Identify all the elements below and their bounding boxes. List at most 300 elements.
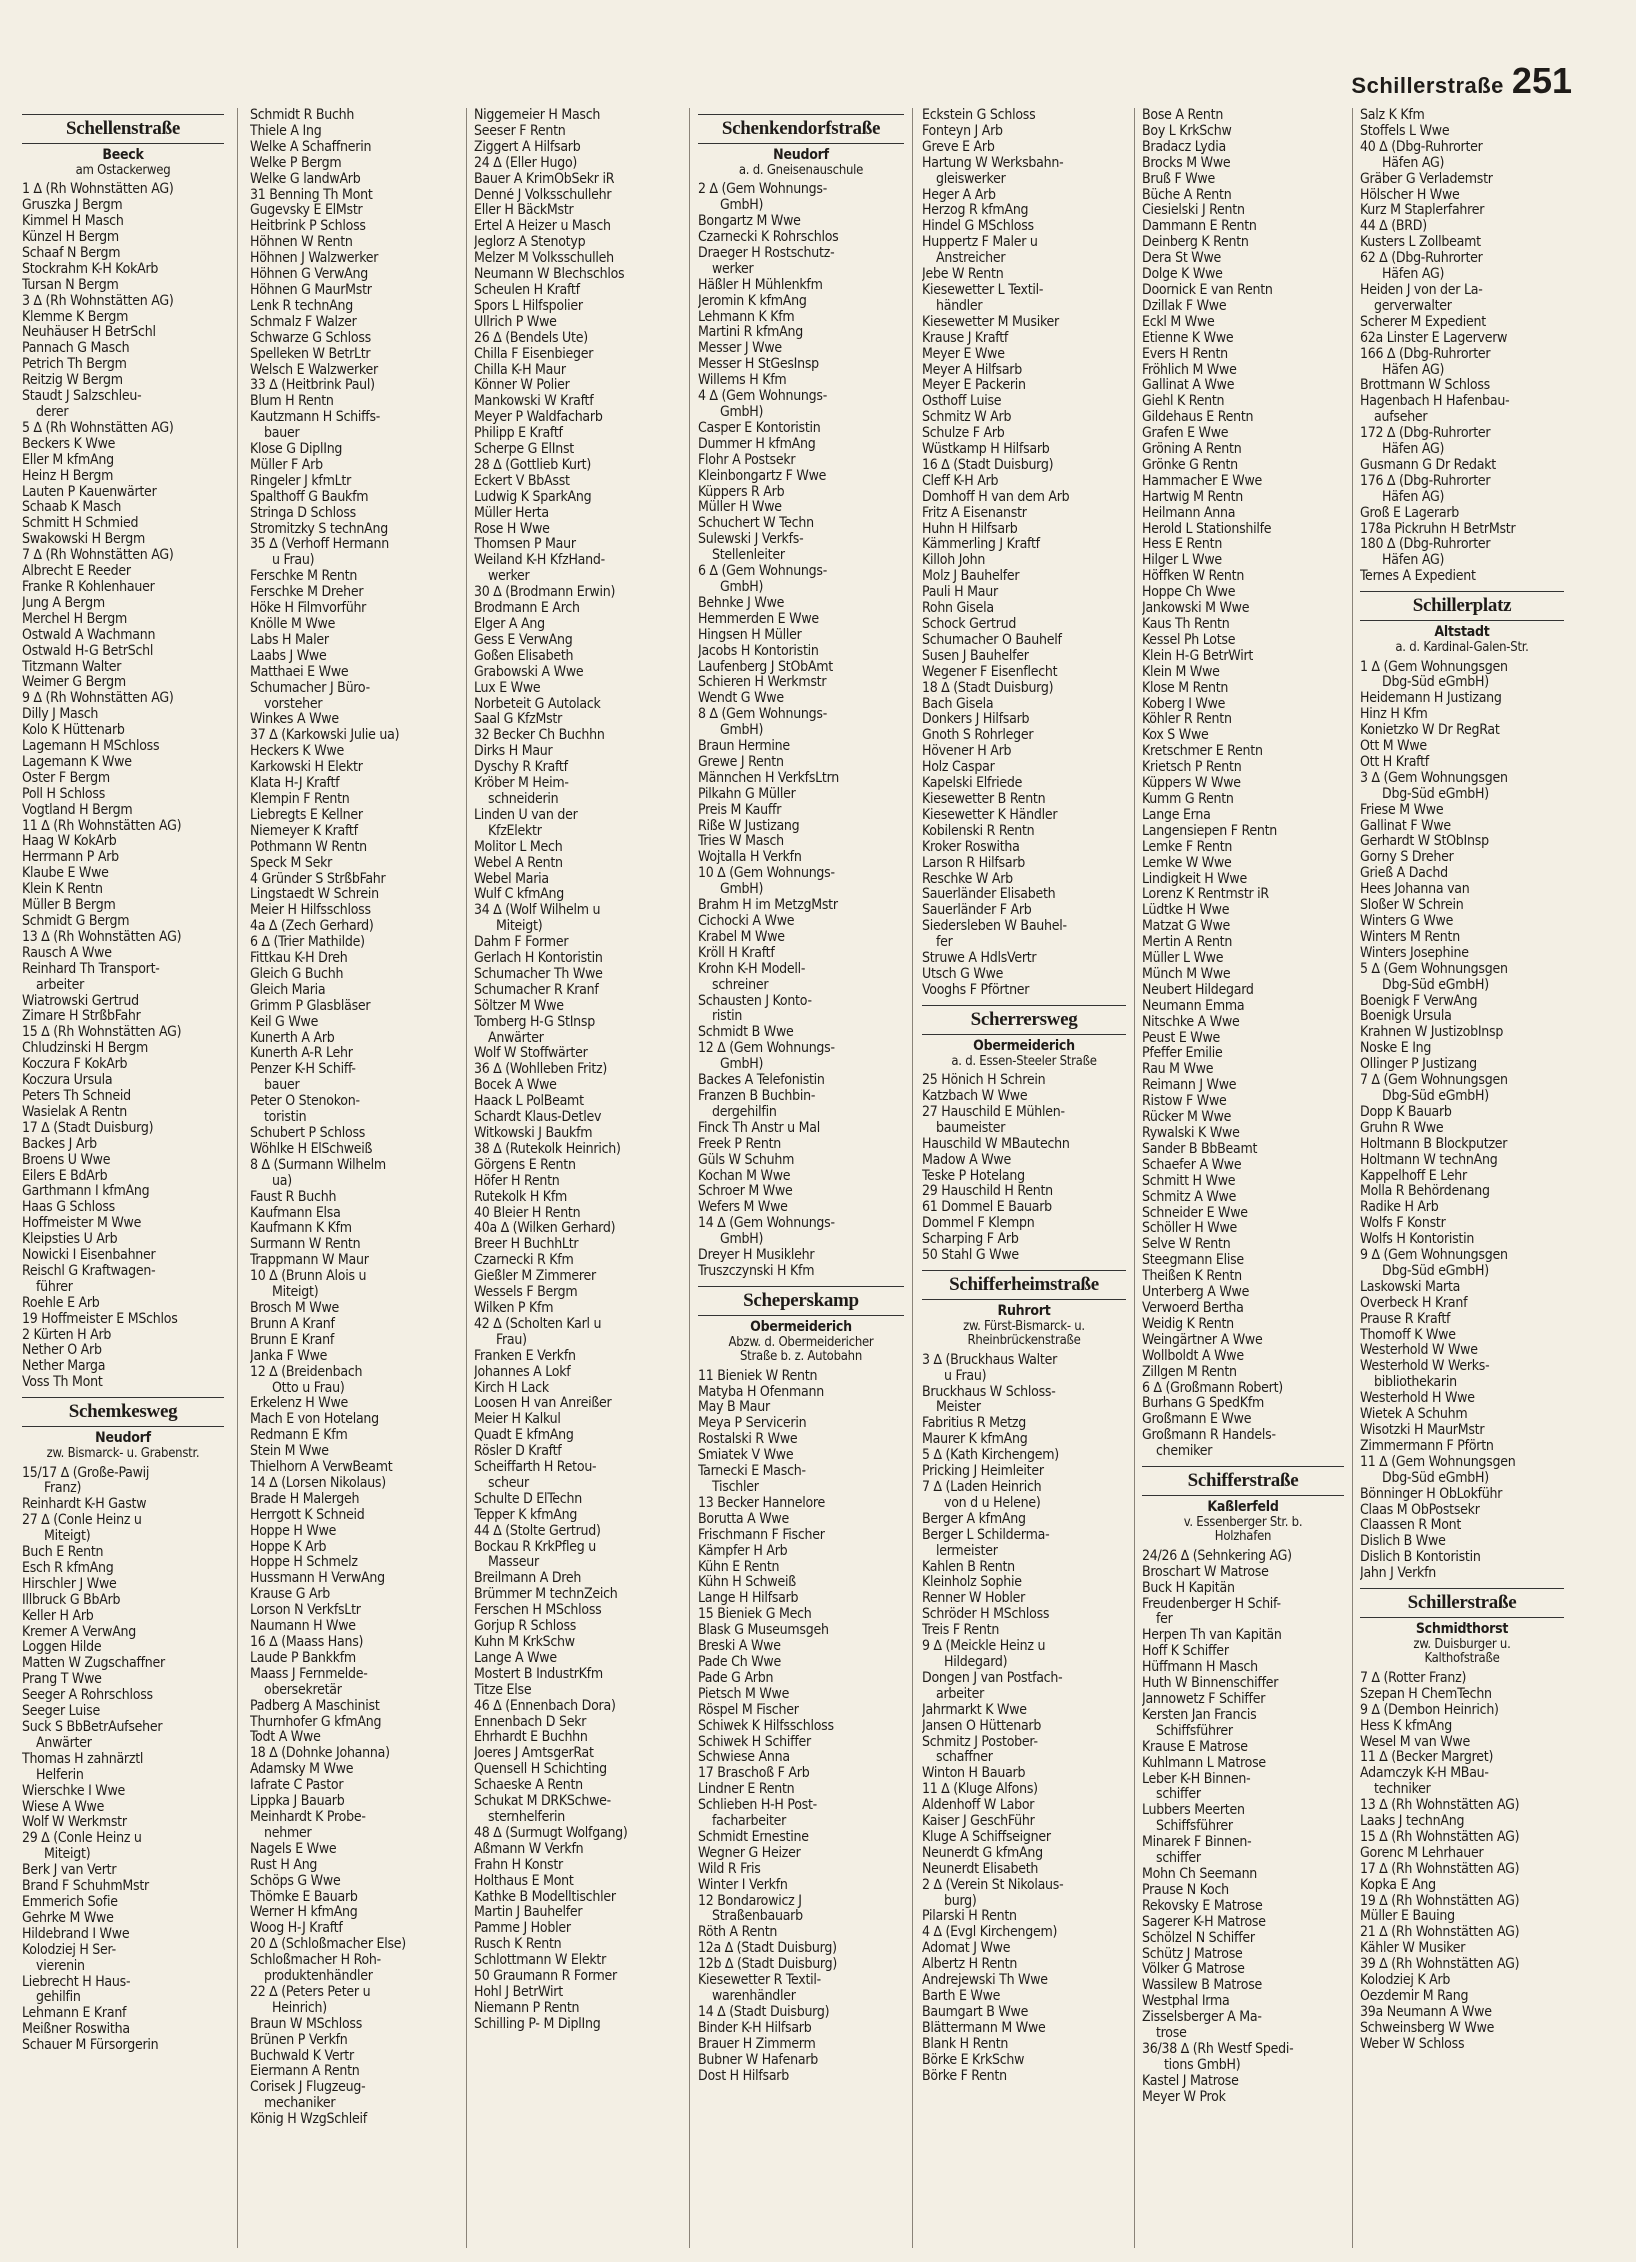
directory-entry: Tries W Masch [698,834,784,850]
directory-entry: 14 ∆ (Stadt Duisburg) [698,2004,830,2020]
directory-entry: Schardt Klaus-Detlev [474,1110,602,1126]
directory-entry: Pade Ch Wwe [698,1654,781,1670]
directory-entry: Schöller H Wwe [1142,1221,1238,1237]
directory-entry: Friese M Wwe [1360,802,1444,818]
street-location-note: Abzw. d. Obermeidericher [728,1334,874,1350]
directory-entry: Pade G Arbn [698,1670,774,1686]
directory-entry: Broschart W Matrose [1142,1564,1269,1580]
directory-entry: Niemeyer K Kraftf [250,823,358,839]
directory-entry-continuation: arbeiter [36,977,85,993]
directory-entry: Werner H kfmAng [250,1905,358,1921]
directory-entry: Meyer W Prok [1142,2089,1226,2105]
directory-entry: Willems H Kfm [698,373,787,389]
directory-entry: May B Maur [698,1400,770,1416]
directory-entry: Kaiser J GeschFühr [922,1814,1035,1830]
directory-entry: 17 ∆ (Rh Wohnstätten AG) [1360,1861,1520,1877]
directory-entry-continuation: toristin [264,1110,307,1126]
directory-entry: Osthoff Luise [922,394,1002,410]
directory-entry: Bubner W Hafenarb [698,2052,818,2068]
directory-entry: Schmidt R Buchh [250,108,355,123]
directory-entry: Schmitz A Wwe [1142,1189,1237,1205]
directory-entry: Hoffmeister M Wwe [22,1216,142,1232]
street-location-note: a. d. Essen-Steeler Straße [951,1053,1097,1069]
column-divider [466,108,467,2248]
directory-entry: Neubert Hildegard [1142,982,1254,998]
directory-entry-continuation: GmbH) [720,198,764,214]
directory-entry: 5 ∆ (Rh Wohnstätten AG) [22,420,174,436]
directory-entry: Hees Johanna van [1360,882,1470,898]
directory-entry-continuation: u Frau) [272,553,315,569]
directory-entry: Krahnen W JustizobInsp [1360,1025,1504,1041]
directory-entry: 27 Hauschild E Mühlen- [922,1104,1065,1120]
directory-entry: Haas G Schloss [22,1200,115,1216]
directory-entry-continuation: bauer [264,426,300,442]
directory-entry-continuation: händler [936,298,983,314]
street-section-heading [22,114,224,178]
directory-entry: Sauerländer F Arb [922,903,1032,919]
directory-entry: Scherpe G ElInst [474,442,574,458]
directory-entry: 14 ∆ (Lorsen Nikolaus) [250,1475,386,1491]
directory-entry: Holthaus E Mont [474,1873,574,1889]
directory-entry: Szepan H ChemTechn [1360,1686,1492,1702]
directory-entry: Bose A Rentn [1142,108,1224,123]
directory-entry: Reitzig W Bergm [22,373,123,389]
directory-entry: Brottmann W Schloss [1360,378,1490,394]
directory-entry: Kolo K Hüttenarb [22,723,125,739]
directory-entry: Reschke W Arb [922,871,1013,887]
directory-entry: Wild R Fris [698,1861,761,1877]
directory-entry: Knölle M Wwe [250,617,336,632]
directory-entry: Niemann P Rentn [474,2000,580,2016]
directory-entry-continuation: Heinrich) [272,2000,327,2016]
directory-entry: Struwe A HdlsVertr [922,951,1037,967]
directory-entry: Hirschler J Wwe [22,1576,117,1592]
directory-entry: Dahm F Former [474,935,569,951]
directory-entry: Eller H BäckMstr [474,203,574,219]
directory-entry: Heger A Arb [922,187,996,203]
directory-entry: Hilger L Wwe [1142,553,1222,569]
directory-column [698,108,904,2248]
directory-entry: Laufenberg J StObAmt [698,659,833,675]
directory-entry: Beckers K Wwe [22,436,116,452]
directory-entry: Domhoff H van dem Arb [922,489,1070,505]
directory-entry: 44 ∆ (Stolte Gertrud) [474,1523,601,1539]
directory-entry: Börke F Rentn [922,2068,1007,2084]
directory-entry: Aßmann W Verkfn [474,1841,584,1857]
directory-entry-continuation: Miteigt) [44,1847,91,1863]
directory-entry: Krause G Arb [250,1587,330,1603]
directory-entry-continuation: Schiffsführer [1156,1723,1233,1739]
directory-entry: Renner W Hobler [922,1591,1026,1607]
street-section-heading [1360,591,1564,655]
directory-entry: Lux E Wwe [474,680,541,696]
directory-entry: Wendt G Wwe [698,691,784,707]
directory-entry: Zisselsberger A Ma- [1142,2010,1262,2026]
directory-entry: Kolodziej K Arb [1360,1973,1451,1989]
directory-entry: Sander B BbBeamt [1142,1141,1258,1157]
directory-entry-continuation: Häfen AG) [1382,362,1445,378]
directory-entry: Franzen B Buchbin- [698,1088,816,1104]
directory-entry-continuation: Dbg-Süd eGmbH) [1382,1088,1489,1104]
directory-entry: Müller Herta [474,505,549,521]
directory-entry-continuation: Anwärter [36,1735,92,1751]
directory-entry: Röth A Rentn [698,1925,778,1941]
directory-entry: Braun W MSchloss [250,2016,363,2032]
directory-entry: Grönke G Rentn [1142,457,1238,473]
directory-entry: Heidemann H Justizang [1360,691,1502,707]
directory-entry: Rausch A Wwe [22,945,112,961]
street-name: Schemkesweg [22,1397,224,1427]
directory-entry: Schuchert W Techn [698,516,814,532]
directory-entry: Winter I Verkfn [698,1877,788,1893]
directory-entry: Hoff K Schiffer [1142,1644,1229,1660]
directory-entry: Seeger A Rohrschloss [22,1688,153,1704]
directory-entry-continuation: Dbg-Süd eGmbH) [1382,1263,1489,1279]
directory-entry: Giehl K Rentn [1142,394,1225,410]
directory-entry: Müller F Arb [250,457,323,473]
directory-entry: Ott H Kraftf [1360,754,1429,770]
directory-entry: Lagemann K Wwe [22,754,132,770]
directory-entry: Hinz H Kfm [1360,707,1428,723]
directory-entry: Gehrke M Wwe [22,1910,114,1926]
directory-entry: Lorenz K Rentmstr iR [1142,887,1269,903]
directory-entry: Konietzko W Dr RegRat [1360,723,1500,739]
directory-entry: Westerhold H Wwe [1360,1391,1475,1407]
directory-entry: Krause E Matrose [1142,1739,1248,1755]
directory-entry: 26 ∆ (Bendels Ute) [474,330,588,346]
directory-entry: Quadt E kfmAng [474,1428,574,1444]
directory-entry: 18 ∆ (Dohnke Johanna) [250,1746,390,1762]
directory-entry: Dera St Wwe [1142,251,1222,267]
directory-entry: Reinhard Th Transport- [22,961,160,977]
directory-entry: Herold L Stationshilfe [1142,521,1272,537]
district-name: Beeck [102,146,144,163]
directory-entry: Jahn J Verkfn [1360,1566,1437,1582]
directory-entry: Brümmer M technZeich [474,1587,618,1603]
directory-entry: Bruß F Wwe [1142,171,1215,187]
directory-entry: Peters Th Schneid [22,1088,131,1104]
directory-entry: Köhler R Rentn [1142,712,1232,728]
directory-entry: Schroer M Wwe [698,1184,793,1200]
directory-entry: Hartwig M Rentn [1142,489,1243,505]
directory-entry: Rust H Ang [250,1857,318,1873]
directory-entry-continuation: baumeister [936,1120,1006,1136]
directory-entry: Lange Erna [1142,807,1211,823]
directory-entry: Blättermann M Wwe [922,2020,1046,2036]
directory-entry: Dislich B Kontoristin [1360,1550,1481,1566]
directory-entry: Kiesewetter M Musiker [922,314,1059,330]
directory-entry: Heinz H Bergm [22,468,114,484]
directory-entry: Lauten P Kauenwärter [22,484,157,500]
directory-entry: Schaefer A Wwe [1142,1157,1242,1173]
directory-entry: 40 ∆ (Dbg-Ruhrorter [1360,139,1483,155]
directory-entry: Chilla K-H Maur [474,362,566,378]
directory-entry: Krietsch P Rentn [1142,760,1242,776]
directory-entry: Rywalski K Wwe [1142,1126,1240,1141]
directory-entry: Bockau R KrkPfleg u [474,1539,597,1555]
street-name: Schellenstraße [22,114,224,144]
directory-entry-continuation: nehmer [264,1825,312,1841]
running-header-street: Schillerstraße [1351,73,1504,98]
directory-entry-continuation: bibliothekarin [1374,1375,1457,1391]
directory-entry: Eiermann A Rentn [250,2064,360,2080]
directory-entry: Schausten J Konto- [698,993,812,1009]
directory-entry: Gorjup R Schloss [474,1619,577,1635]
directory-entry: Seeser F Rentn [474,123,566,139]
directory-entry: Aldenhoff W Labor [922,1798,1035,1814]
directory-entry: Iafrate C Pastor [250,1778,344,1794]
directory-entry: Haag W KokArb [22,834,117,850]
directory-entry: Großmann R Handels- [1142,1428,1276,1444]
directory-entry: Welke G landwArb [250,171,361,187]
directory-entry: Sauerländer Elisabeth [922,887,1056,903]
directory-entry: Frischmann F Fischer [698,1527,825,1543]
directory-entry: Pamme J Hobler [474,1921,571,1937]
directory-entry: Fritz A Eisenanstr [922,505,1027,521]
directory-entry-continuation: fer [936,935,953,951]
directory-entry: Messer H StGesInsp [698,357,819,373]
directory-entry-continuation: GmbH) [720,723,764,739]
directory-entry: Karkowski H Elektr [250,760,363,776]
directory-entry: Wiatrowski Gertrud [22,993,139,1009]
directory-entry: Rostalski R Wwe [698,1432,798,1448]
column-divider [912,108,913,2248]
directory-entry: 17 Braschoß F Arb [698,1766,810,1782]
directory-entry: Lenk R technAng [250,298,353,314]
directory-entry: 18 ∆ (Stadt Duisburg) [922,680,1054,696]
directory-entry-continuation: tions GmbH) [1164,2057,1241,2073]
directory-entry: Schölzel N Schiffer [1142,1930,1255,1946]
directory-entry: Schiwek K Hilfsschloss [698,1718,834,1734]
directory-entry: Gnoth S Rohrleger [922,728,1034,744]
directory-entry: Meißner Roswitha [22,2022,130,2038]
street-name: Schifferheimstraße [922,1270,1126,1300]
directory-entry: Speck M Sekr [250,855,333,871]
directory-entry: Meyer E Packerin [922,378,1026,394]
directory-entry: Lemke F Rentn [1142,839,1233,855]
directory-entry: 40a ∆ (Wilken Gerhard) [474,1221,616,1237]
directory-entry-continuation: Häfen AG) [1382,553,1445,569]
directory-entry: Labs H Maler [250,632,329,648]
directory-entry: 11 ∆ (Rh Wohnstätten AG) [22,818,182,834]
directory-entry: Ludwig K SparkAng [474,489,592,505]
directory-entry: Dopp K Bauarb [1360,1104,1452,1120]
directory-entry: Schumacher R Kranf [474,982,599,998]
directory-entry: Kappelhoff E Lehr [1360,1168,1467,1184]
directory-entry: Lehmann K Kfm [698,309,795,325]
directory-entry: Pauli H Maur [922,585,998,601]
directory-entry: Höhnen J Walzwerker [250,251,379,267]
directory-entry: Madow A Wwe [922,1152,1011,1168]
directory-entry: Saal G KfzMstr [474,712,563,728]
directory-entry: Klaube E Wwe [22,866,109,882]
directory-entry: Czarnecki K Rohrschlos [698,230,839,246]
directory-entry-continuation: facharbeiter [712,1814,787,1830]
directory-entry: 166 ∆ (Dbg-Ruhrorter [1360,346,1491,362]
directory-entry: 172 ∆ (Dbg-Ruhrorter [1360,426,1491,442]
directory-entry: Pilarski H Rentn [922,1909,1017,1925]
directory-entry: Wilken P Kfm [474,1300,554,1316]
directory-entry: Erkelenz H Wwe [250,1396,349,1412]
directory-entry: 39a Neumann A Wwe [1360,2004,1492,2020]
directory-entry: Schmitt H Schmied [22,516,139,532]
directory-entry-continuation: warenhändler [712,1989,796,2004]
directory-entry: Denné J Volksschullehr [474,187,612,203]
directory-entry: Gess E VerwAng [474,632,573,648]
directory-entry: Klemme K Bergm [22,309,129,325]
directory-entry: Greve E Arb [922,139,995,155]
directory-entry: Heitbrink P Schloss [250,219,366,235]
directory-entry: Nagels E Wwe [250,1841,337,1857]
directory-entry: Molla R Behördenang [1360,1184,1490,1200]
directory-entry: Schumacher J Büro- [250,680,370,696]
directory-entry: Brauer H Zimmerm [698,2036,816,2052]
directory-entry: Dislich B Wwe [1360,1534,1446,1550]
directory-entry: 11 ∆ (Becker Margret) [1360,1750,1494,1766]
directory-entry: 6 ∆ (Trier Mathilde) [250,935,365,951]
directory-entry: Ostwald A Wachmann [22,627,156,643]
directory-entry: 39 ∆ (Rh Wohnstätten AG) [1360,1957,1520,1973]
directory-entry: Kaufmann Elsa [250,1205,341,1221]
directory-entry: Klata H-J Kraftf [250,776,340,792]
directory-entry: 61 Dommel E Bauarb [922,1200,1052,1216]
directory-entry: Männchen H VerkfsLtrn [698,770,840,786]
directory-entry: 6 ∆ (Gem Wohnungs- [698,564,828,580]
directory-entry: Schöps G Wwe [250,1873,341,1889]
directory-entry: Broens U Wwe [22,1152,111,1168]
directory-entry: Herrgott K Schneid [250,1507,365,1523]
directory-entry: Neunerdt Elisabeth [922,1861,1039,1877]
directory-entry: Kühn E Rentn [698,1559,780,1575]
directory-entry: 10 ∆ (Gem Wohnungs- [698,866,835,882]
directory-entry: Küppers W Wwe [1142,776,1241,792]
directory-entry: Matten W Zugschaffner [22,1656,165,1672]
directory-entry: 14 ∆ (Gem Wohnungs- [698,1216,835,1232]
directory-column [1360,108,1564,2248]
directory-entry: 4 ∆ (Evgl Kirchengem) [922,1925,1058,1941]
directory-entry: Kobilenski R Rentn [922,823,1035,839]
directory-entry: Winters Josephine [1360,945,1469,961]
directory-entry: Krabel M Wwe [698,929,785,945]
directory-entry: Laaks J technAng [1360,1814,1465,1830]
directory-entry: Holtmann W technAng [1360,1152,1498,1168]
directory-entry: Hüffmann H Masch [1142,1660,1258,1676]
directory-entry: Martin J Bauhelfer [474,1905,583,1921]
directory-entry: Grimm P Glasbläser [250,998,371,1014]
directory-entry: Maurer K kfmAng [922,1432,1028,1448]
directory-entry: Kahlen B Rentn [922,1559,1015,1575]
directory-entry: 8 ∆ (Gem Wohnungs- [698,707,828,723]
directory-entry: Ertel A Heizer u Masch [474,219,611,235]
directory-entry: Flohr A Postsekr [698,452,796,468]
directory-entry: Jeglorz A Stenotyp [474,235,586,251]
directory-entry: Westerhold W Werks- [1360,1359,1490,1375]
district-name: Neudorf [773,146,829,163]
directory-entry: Freek P Rentn [698,1136,782,1152]
directory-entry: Zimmermann F Pförtn [1360,1438,1494,1454]
directory-entry: Huppertz F Maler u [922,235,1038,251]
directory-entry: 25 Hönich H Schrein [922,1073,1046,1089]
directory-entry: Wegener F Eisenflecht [922,664,1058,680]
directory-entry: Blask G Museumsgeh [698,1623,829,1639]
directory-entry: 9 ∆ (Gem Wohnungsgen [1360,1248,1508,1264]
directory-entry: Kleinholz Sophie [922,1575,1022,1591]
directory-entry: Schwarze G Schloss [250,330,371,346]
street-location-note: a. d. Kardinal-Galen-Str. [1395,640,1529,655]
directory-entry: Kleinbongartz F Wwe [698,468,827,484]
directory-entry-continuation: Tischler [712,1480,759,1495]
directory-entry-continuation: techniker [1374,1782,1431,1798]
directory-entry: Lange A Wwe [474,1650,557,1666]
directory-entry: Katzbach W Wwe [922,1088,1028,1104]
directory-entry: Rücker M Wwe [1142,1110,1232,1126]
directory-entry: Todt A Wwe [250,1730,321,1746]
directory-entry: Esch R kfmAng [22,1560,114,1576]
directory-entry: Selve W Rentn [1142,1237,1231,1253]
directory-entry: Dost H Hilfsarb [698,2068,789,2084]
directory-entry: Goßen Elisabeth [474,648,574,664]
directory-entry: Rau M Wwe [1142,1062,1214,1078]
directory-entry: Hemmerden E Wwe [698,611,819,627]
directory-entry: 13 ∆ (Rh Wohnstätten AG) [1360,1798,1520,1814]
directory-entry-continuation: Dbg-Süd eGmbH) [1382,977,1489,993]
directory-entry: Backes A Telefonistin [698,1073,825,1089]
directory-entry: Huhn H Hilfsarb [922,521,1018,537]
directory-entry: Koberg I Wwe [1142,696,1226,712]
directory-entry: 21 ∆ (Rh Wohnstätten AG) [1360,1925,1520,1941]
directory-entry: Albertz H Rentn [922,1957,1018,1973]
directory-entry: 7 ∆ (Laden Heinrich [922,1480,1042,1495]
directory-entry: Winkes A Wwe [250,712,339,728]
directory-entry: Thomoff K Wwe [1360,1327,1456,1343]
directory-entry-continuation: schiffer [1156,1851,1201,1867]
directory-entry: Schmidt B Wwe [698,1025,794,1041]
directory-entry: Dammann E Rentn [1142,219,1257,235]
directory-entry: Meier H Kalkul [474,1412,561,1428]
directory-entry: Laude P Bankkfm [250,1650,356,1666]
street-location-note: v. Essenberger Str. b. [1183,1514,1303,1530]
street-location-note: a. d. Gneisenauschule [738,162,864,178]
directory-entry: Brodmann E Arch [474,601,580,617]
directory-entry: Brünen P Verkfn [250,2032,348,2048]
directory-entry: Gerhardt W StObInsp [1360,834,1489,850]
directory-entry: Kretschmer E Rentn [1142,744,1263,760]
street-section-heading [698,114,904,178]
directory-entry: Claas M ObPostsekr [1360,1502,1480,1518]
directory-entry: Kämmerling J Kraftf [922,537,1040,553]
directory-entry-continuation: führer [36,1279,73,1295]
directory-entry-continuation: GmbH) [720,579,764,595]
directory-entry: Seeger Luise [22,1704,100,1720]
directory-entry: Huth W Binnenschiffer [1142,1676,1279,1692]
directory-entry: 15 Bieniek G Mech [698,1607,812,1623]
directory-entry-continuation: derer [36,405,69,420]
directory-entry: 50 Graumann R Former [474,1969,617,1985]
directory-entry: Preis M Kauffr [698,802,782,818]
directory-entry: Stringa D Schloss [250,505,356,521]
district-name: Altstadt [1434,624,1490,641]
directory-entry: Kiesewetter R Textil- [698,1973,821,1989]
directory-entry: Kiesewetter B Rentn [922,791,1046,807]
directory-entry: Chludzinski H Bergm [22,1041,149,1057]
district-name: Obermeiderich [973,1037,1075,1054]
directory-entry: 24/26 ∆ (Sehnkering AG) [1142,1548,1292,1564]
directory-entry: Jansen O Hüttenarb [922,1718,1042,1734]
directory-entry: 1 ∆ (Gem Wohnungsgen [1360,659,1508,675]
directory-entry: Spelleken W BetrLtr [250,346,371,362]
directory-entry: Lubbers Meerten [1142,1803,1245,1819]
directory-entry: Matthaei E Wwe [250,664,349,680]
